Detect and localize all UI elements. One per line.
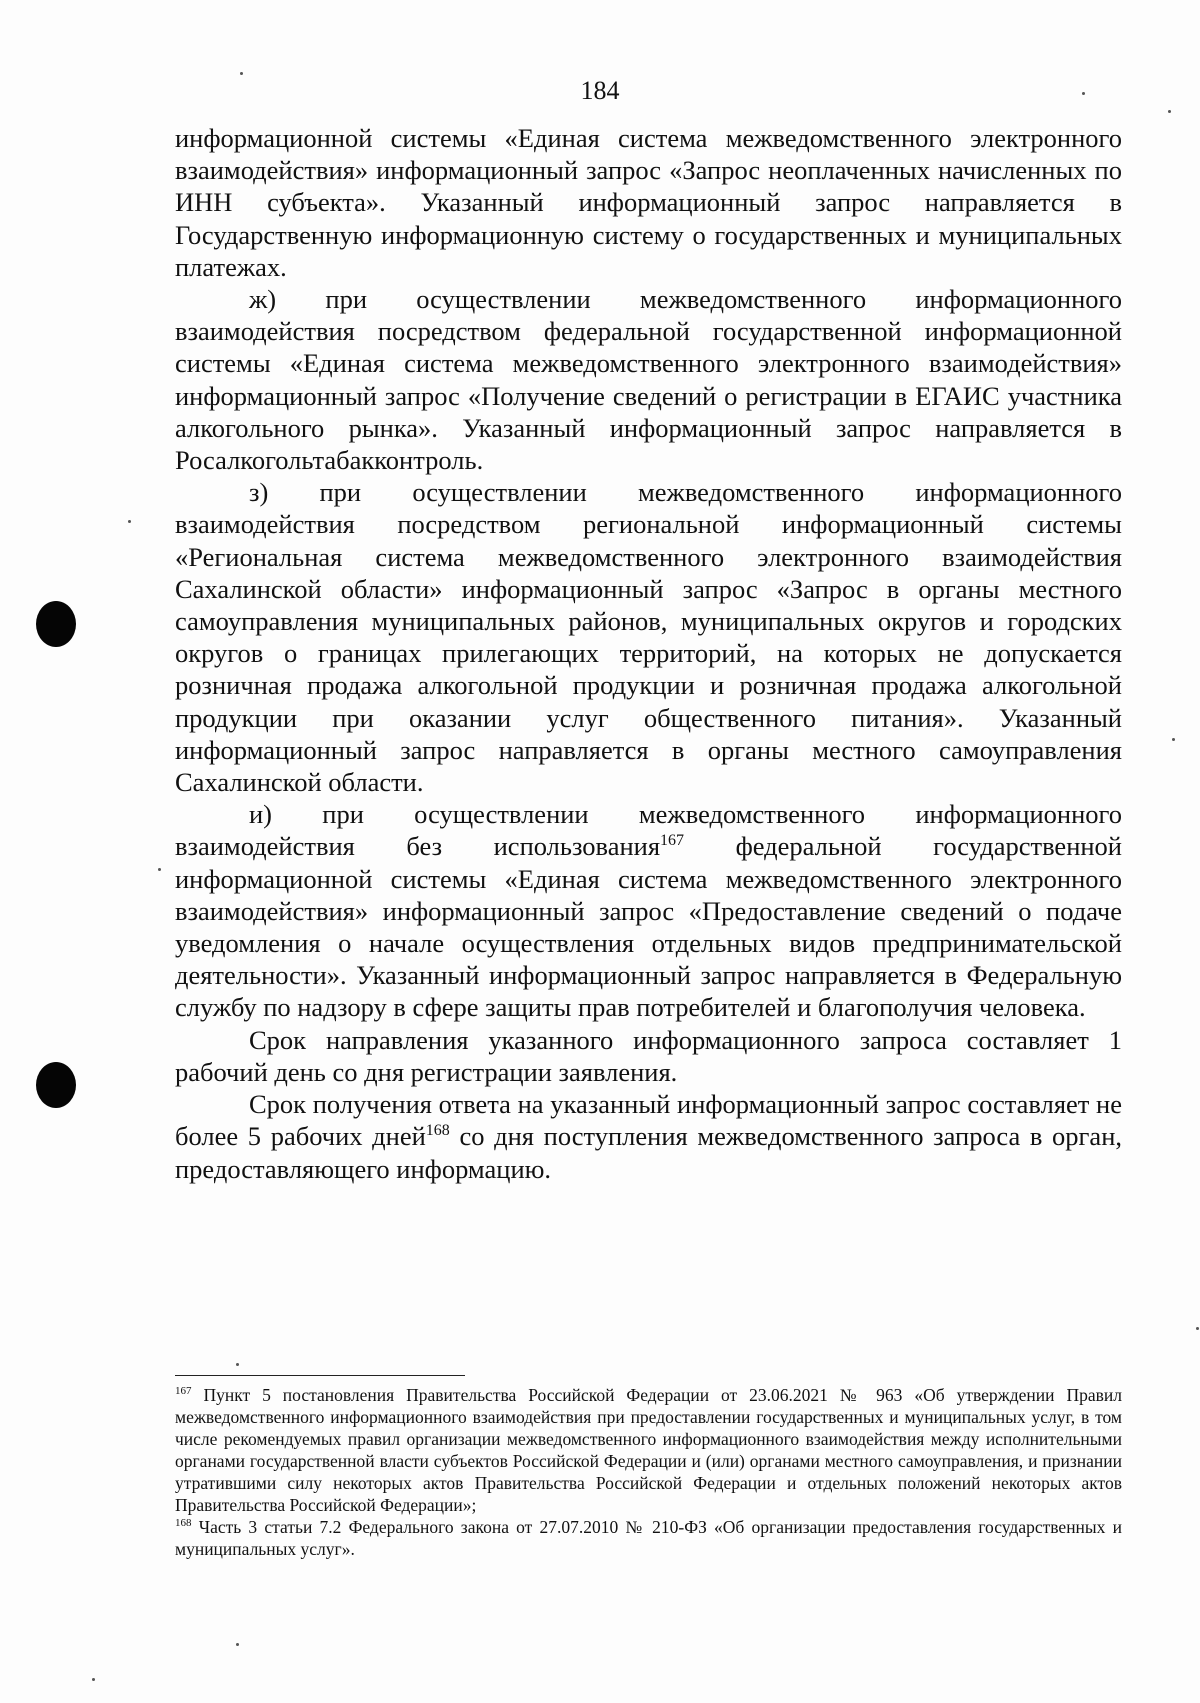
footnote-marker: 167 [175,1385,192,1398]
scan-speck [236,1643,239,1646]
paragraph-item-i [175,798,1122,1023]
paragraph-text: Срок получения ответа на указанный информационный запрос составляет не более 5 рабочих дней [175,1089,1122,1152]
footnotes [175,1384,1122,1560]
footnote-separator [175,1375,465,1376]
paragraph-item-z: з) при осуществлении межведомственного информационного взаимодействия посредством региональной информационный системы «Региональная система межведомственного электронного взаимодействия Сахалинской области» информационный запрос «Запрос в органы местного самоуправления муниципальных районов, муниципальных округов и городских округов о границах прилегающих территорий, на которых не допускается розничная продажа алкогольной продукции и розничная продажа алкогольной продукции при оказании услуг общественного питания». Указанный информационный запрос направляется в органы местного самоуправления Сахалинской области. [175,477,1122,798]
punch-hole-mark [36,1062,76,1108]
scan-speck [1196,1327,1199,1330]
footnote-marker: 168 [175,1517,192,1530]
scan-speck [1168,110,1171,113]
paragraph-text: со дня поступления межведомственного запроса в орган, предоставляющего информацию. [175,1121,1122,1184]
footnote-text: Пункт 5 постановления Правительства Российской Федерации от 23.06.2021 № 963 «Об утверждении Правил межведомственного информационного взаимодействия при предоставлении государственных и муниципальных услуг, в том числе рекомендуемых правил организации межведомственного информационного взаимодействия между исполнительными органами государственной власти субъектов Российской Федерации и (или) органами местного самоуправления, и признании утратившими силу некоторых актов Правительства Российской Федерации и отдельных положений некоторых актов Правительства Российской Федерации»; [175,1385,1122,1515]
scan-speck [1172,738,1175,741]
paragraph-response-deadline [175,1088,1122,1185]
scan-speck [92,1678,95,1681]
paragraph-item-zh: ж) при осуществлении межведомственного информационного взаимодействия посредством федеральной государственной информационной системы «Единая система межведомственного электронного взаимодействия» информационный запрос «Получение сведений о регистрации в ЕГАИС участника алкогольного рынка». Указанный информационный запрос направляется в Росалкогольтабакконтроль. [175,284,1122,476]
footnote-reference[interactable]: 168 [425,1122,450,1140]
main-text [175,122,1122,1185]
paragraph-continuation: информационной системы «Единая система межведомственного электронного взаимодействия» информационный запрос «Запрос неоплаченных начисленных по ИНН субъекта». Указанный информационный запрос направляется в Государственную информационную систему о государственных и муниципальных платежах. [175,123,1122,282]
scan-speck [158,868,161,871]
paragraph-text: федеральной государственной информационной системы «Единая система межведомственного электронного взаимодействия» информационный запрос «Предоставление сведений о подаче уведомления о начале осуществления отдельных видов предпринимательской деятельности». Указанный информационный запрос направляется в Федеральную службу по надзору в сфере защиты прав потребителей и благополучия человека. [175,831,1122,1023]
punch-hole-mark [36,601,76,647]
footnote-167 [175,1384,1122,1516]
paragraph-request-deadline: Срок направления указанного информационного запроса составляет 1 рабочий день со дня регистрации заявления. [175,1024,1122,1087]
footnote-text: Часть 3 статьи 7.2 Федерального закона от 27.07.2010 № 210-ФЗ «Об организации предоставления государственных и муниципальных услуг». [175,1517,1122,1559]
paragraph-text: и) при осуществлении межведомственного информационного взаимодействия без использования [175,799,1122,862]
scan-speck [240,72,243,75]
scan-speck [128,520,131,523]
footnote-168 [175,1516,1122,1560]
footnote-reference[interactable]: 167 [660,832,685,850]
page-number: 184 [580,76,620,105]
scan-speck [236,1363,239,1366]
